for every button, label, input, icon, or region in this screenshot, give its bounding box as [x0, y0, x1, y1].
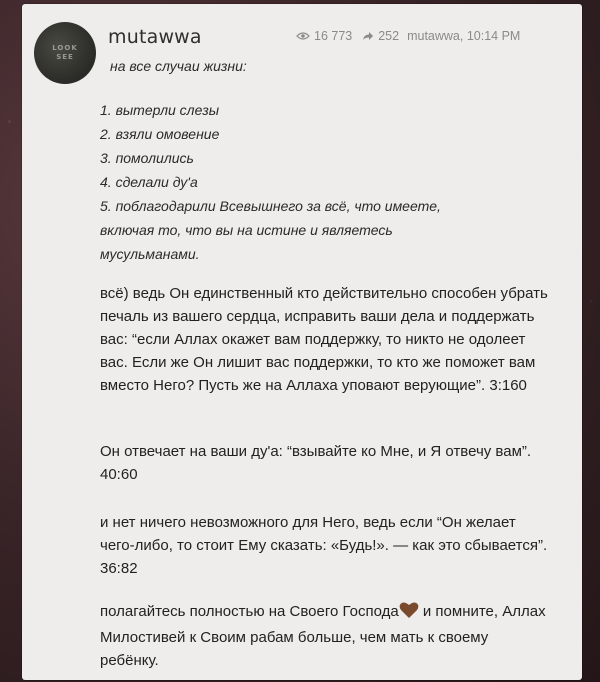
- background-speck: [8, 120, 11, 123]
- paragraph-be: и нет ничего невозможного для Него, ведь если “Он желает чего-либо, то стоит Ему сказать: «Будь!». — как это сбывается”. 36:82: [100, 514, 548, 577]
- author-time: mutawwa, 10:14 PM: [407, 29, 521, 43]
- paragraph-main: всё) ведь Он единственный кто действительно способен убрать печаль из вашего сердца, исправить ваши дела и поддержать вас: “если Аллах окажет вам поддержку, то никто не одолеет вас. Если же Он лишит вас поддержки, то кто же поможет вам вместо Него? Пусть же на Аллаха уповают верующие”. 3:160: [100, 285, 548, 394]
- list-item: 4. сделали ду'а: [100, 174, 198, 190]
- paragraph-trust-part2: и помните, Аллах Милостивей к Своим рабам больше, чем мать к своему ребёнку.: [100, 603, 546, 669]
- background-speck: [590, 300, 592, 302]
- paragraph-trust: [100, 600, 550, 672]
- list-item: 2. взяли омовение: [100, 126, 220, 142]
- channel-avatar[interactable]: [34, 22, 96, 84]
- list-item: мусульманами.: [100, 246, 200, 262]
- list-item: 1. вытерли слезы: [100, 102, 220, 118]
- intro-text: на все случаи жизни:: [110, 58, 247, 74]
- brown-heart-icon: [399, 601, 419, 626]
- paragraph-trust-part1: полагайтесь полностью на Своего Господа: [100, 603, 399, 620]
- list-item: 3. помолились: [100, 150, 194, 166]
- paragraph-dua: Он отвечает на ваши ду'а: “взывайте ко Мне, и Я отвечу вам”. 40:60: [100, 443, 532, 483]
- steps-list: [100, 98, 520, 266]
- avatar-logo-text: LOOK SEE: [52, 44, 78, 61]
- list-item: включая то, что вы на истине и являетесь: [100, 222, 393, 238]
- forward-arrow-icon: [362, 31, 374, 41]
- eye-icon: [296, 31, 310, 41]
- views-count: 16 773: [314, 29, 353, 43]
- shares-count: 252: [378, 29, 400, 43]
- post-meta: [296, 29, 520, 43]
- list-item: 5. поблагодарили Всевышнего за всё, что имеете,: [100, 198, 441, 214]
- channel-name[interactable]: mutawwa: [108, 26, 202, 48]
